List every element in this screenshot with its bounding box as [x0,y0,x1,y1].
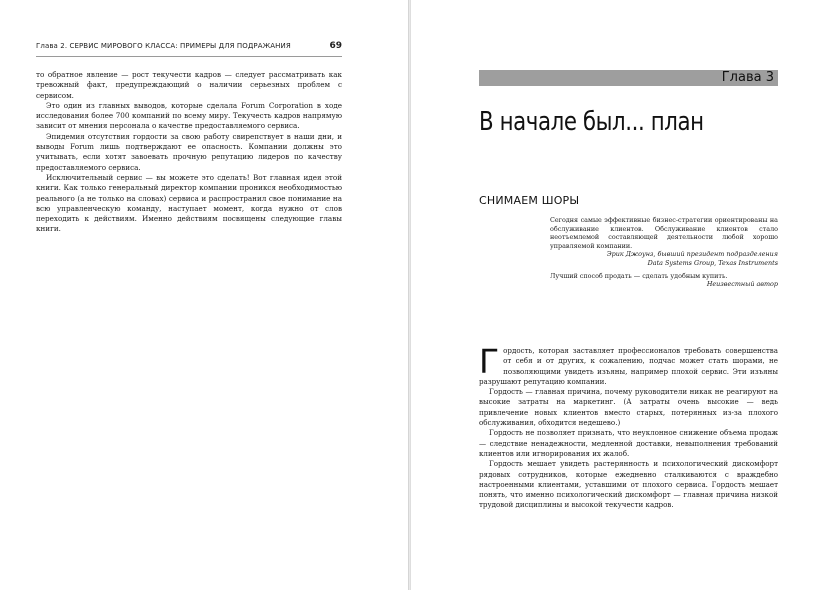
chapter-label: Глава 3 [721,70,774,85]
running-head-title: Глава 2. СЕРВИС МИРОВОГО КЛАССА: ПРИМЕРЫ ДЛЯ ПОДРАЖАНИЯ [36,42,291,50]
paragraph: то обратное явление — рост текучести кадров — следует рассматривать как тревожный факт, предупреждающий о наличии серьезных проблем с сервисом. [36,70,342,100]
epigraph-author: Неизвестный автор [706,280,778,289]
epigraph [550,216,778,289]
left-body-text [36,70,342,235]
epigraph-author: Эрик Джоунз, бывший президент подразделения [606,250,778,259]
first-paragraph-text: ордость, которая заставляет профессионалов требовать совершенства от себя и от других, к сожалению, подчас может стать шорами, не позволяющими увидеть изъяны, например плохой сервис. Эти изъяны разрушают репутацию компании. [479,346,778,386]
epigraph-quote: Сегодня самые эффективные бизнес-стратегии ориентированы на обслуживание клиентов. Обслуживание клиентов стало неотъемлемой составляющей деятельности любой хорошо управляемой компании. [550,216,778,250]
paragraph: Гордость мешает увидеть растерянность и психологический дискомфорт рядовых сотрудников, которые ежедневно сталкиваются с враждебно настроенными клиентами, уставшими от плохого сервиса. Гордость мешает понять, что именно психологический дискомфорт — главная причина низкой трудовой дисциплины и высокой текучести кадров. [479,459,778,510]
page-number: 69 [329,41,342,51]
paragraph: Это один из главных выводов, которые сделала Forum Corporation в ходе исследования более 700 компаний по всему миру. Текучесть кадров напрямую зависит от мнения персонала о качестве предоставляемого сервиса. [36,100,342,131]
paragraph [479,342,778,387]
right-body-text [479,342,778,511]
epigraph-quote: Лучший способ продать — сделать удобным купить. [550,271,728,280]
drop-cap: Г [479,342,500,381]
right-page [411,0,820,590]
paragraph: Эпидемия отсутствия гордости за свою работу свирепствует в наши дни, и выводы Forum лишь подтверждают ее опасность. Компании должны это учитывать, если хотят завоевать прочную репутацию лидеров по качеству предоставляемого сервиса. [36,131,342,172]
epigraph-affiliation: Data Systems Group, Texas Instruments [647,258,778,267]
chapter-title: В начале был... план [479,107,704,137]
chapter-bar [479,70,778,86]
paragraph: Исключительный сервис — вы можете это сделать! Вот главная идея этой книги. Как только генеральный директор компании проникся необходимостью реального (а не только на словах) сервиса и распространил свое понимание на всю управленческую команду, наступает момент, когда нужно от слов переходить к действиям. Именно действиям посвящены следующие главы книги. [36,172,342,234]
running-head [36,42,342,57]
paragraph: Гордость — главная причина, почему руководители никак не реагируют на высокие затраты на маркетинг. (А затраты очень высокие — ведь привлечение новых клиентов вместо старых, потерянных из-за плохого обслуживания, обходится недешево.) [479,387,778,428]
paragraph: Гордость не позволяет признать, что неуклонное снижение объема продаж — следствие ненадежности, медленной доставки, невыполнения требований клиентов или игнорирования их жалоб. [479,428,778,458]
left-page [0,0,408,590]
section-heading: СНИМАЕМ ШОРЫ [479,194,580,207]
